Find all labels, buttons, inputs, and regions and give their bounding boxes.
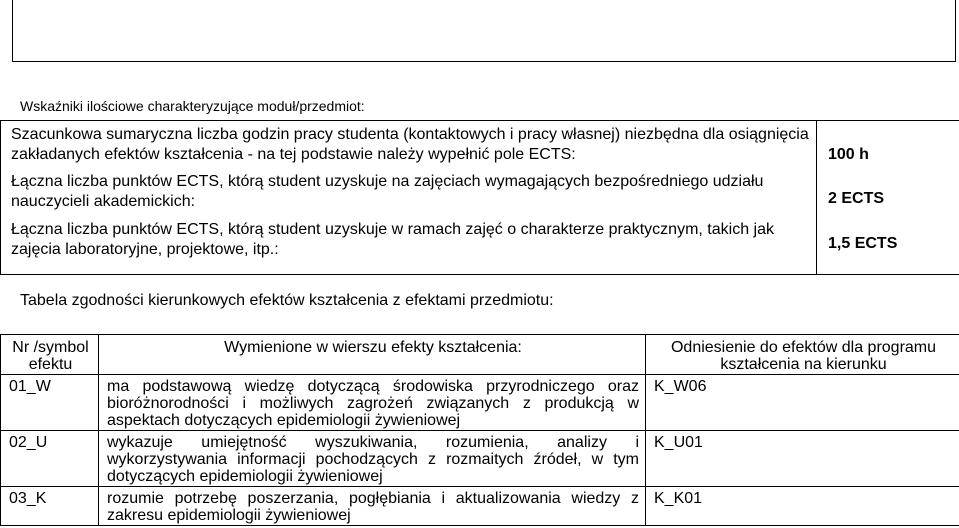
table-row bbox=[1, 375, 959, 431]
table-header-row bbox=[1, 335, 959, 375]
ects-value-practical: 1,5 ECTS bbox=[828, 235, 898, 252]
ects-values-cell bbox=[817, 121, 959, 275]
ects-labels-cell bbox=[1, 121, 817, 275]
ects-value-contact: 2 ECTS bbox=[828, 190, 885, 207]
col-header-symbol: Nr /symbol efektu bbox=[1, 335, 99, 375]
top-empty-box bbox=[12, 0, 956, 62]
ects-table bbox=[0, 120, 959, 275]
col-header-effects: Wymienione w wierszu efekty kształcenia: bbox=[99, 335, 646, 375]
table-row bbox=[1, 487, 959, 526]
row-ref: K_W06 bbox=[646, 375, 959, 431]
section1-heading: Wskaźniki ilościowe charakteryzujące moduł/przedmiot: bbox=[20, 98, 365, 114]
effects-table bbox=[0, 334, 959, 526]
ects-label-contact: Łączna liczba punktów ECTS, którą student uzyskuje na zajęciach wymagających bezpośredniego udziału nauczycieli akademickich: bbox=[11, 173, 764, 210]
table-row bbox=[1, 431, 959, 487]
section2-heading: Tabela zgodności kierunkowych efektów kształcenia z efektami przedmiotu: bbox=[20, 292, 554, 309]
row-symbol: 02_U bbox=[1, 431, 99, 487]
row-symbol: 01_W bbox=[1, 375, 99, 431]
row-ref: K_K01 bbox=[646, 487, 959, 526]
row-text: rozumie potrzebę poszerzania, pogłębiania i aktualizowania wiedzy z zakresu epidemiologii żywieniowej bbox=[99, 487, 646, 526]
row-text: wykazuje umiejętność wyszukiwania, rozumienia, analizy i wykorzystywania informacji pochodzących z rozmaitych źródeł, w tym dotyczących epidemiologii żywieniowej bbox=[99, 431, 646, 487]
row-text: ma podstawową wiedzę dotyczącą środowiska przyrodniczego oraz bioróżnorodności i możliwych zagrożeń związanych z produkcją w aspektach dotyczących epidemiologii żywieniowej bbox=[99, 375, 646, 431]
row-ref: K_U01 bbox=[646, 431, 959, 487]
ects-label-hours: Szacunkowa sumaryczna liczba godzin pracy studenta (kontaktowych i pracy własnej) niezbędna dla osiągnięcia zakładanych efektów kształcenia - na tej podstawie należy wypełnić pole ECTS: bbox=[11, 126, 809, 163]
ects-label-practical: Łączna liczba punktów ECTS, którą student uzyskuje w ramach zajęć o charakterze praktycznym, takich jak zajęcia laboratoryjne, projektowe, itp.: bbox=[11, 221, 774, 258]
col-header-reference: Odniesienie do efektów dla programu kształcenia na kierunku bbox=[646, 335, 959, 375]
row-symbol: 03_K bbox=[1, 487, 99, 526]
ects-value-hours: 100 h bbox=[828, 146, 869, 163]
